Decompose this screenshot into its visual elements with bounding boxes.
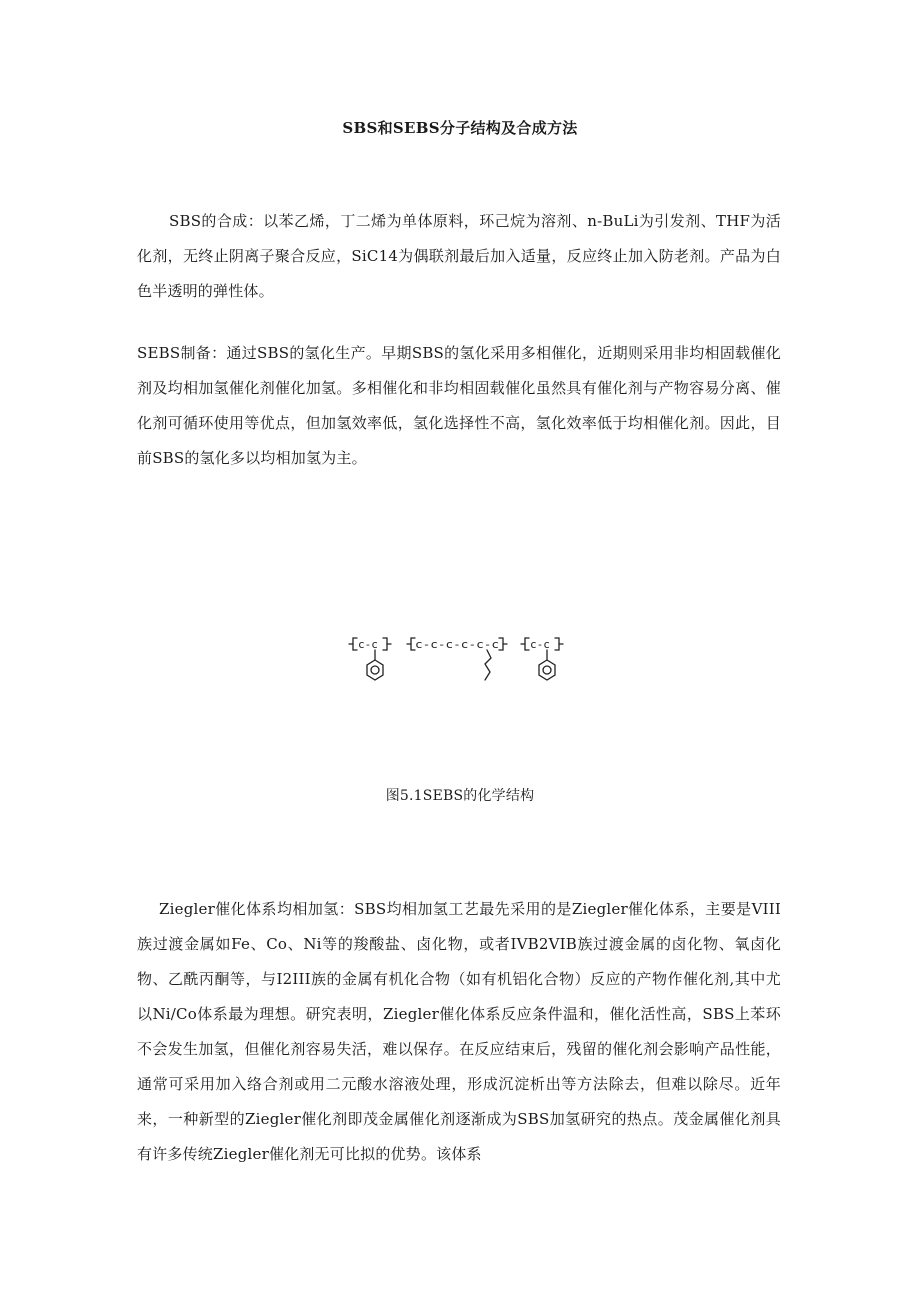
paragraph-sbs-synthesis: SBS的合成：以苯乙烯，丁二烯为单体原料，环己烷为溶剂、n-BuLi为引发剂、THF为活化剂，无终止阴离子聚合反应，SiC14为偶联剂最后加入适量，反应终止加入防老剂。产品为白色半透明的弹性体。 xyxy=(137,212,781,300)
sebs-structure-figure xyxy=(345,628,575,690)
paragraph-sebs-preparation: SEBS制备：通过SBS的氢化生产。早期SBS的氢化采用多相催化，近期则采用非均相固载催化剂及均相加氢催化剂催化加氢。多相催化和非均相固载催化虽然具有催化剂与产物容易分离、催化剂可循环使用等优点，但加氢效率低，氢化选择性不高，氢化效率低于均相催化剂。因此，目前SBS的氢化多以均相加氢为主。 xyxy=(137,344,781,467)
figure-caption: 图5.1SEBS的化学结构 xyxy=(385,788,535,804)
paragraph-ziegler-catalysis: Ziegler催化体系均相加氢：SBS均相加氢工艺最先采用的是Ziegler催化体系，主要是VIII族过渡金属如Fe、Co、Ni等的羧酸盐、卤化物，或者IVB2VIB族过渡金属的卤化物、氧卤化物、乙酰丙酮等，与I2III族的金属有机化合物（如有机铝化合物）反应的产物作催化剂,其中尤以Ni/Co体系最为理想。研究表明，Ziegler催化体系反应条件温和，催化活性高，SBS上苯环不会发生加氢，但催化剂容易失活，难以保存。在反应结束后，残留的催化剂会影响产品性能，通常可采用加入络合剂或用二元酸水溶液处理，形成沉淀析出等方法除去，但难以除尽。近年来，一种新型的Ziegler催化剂即茂金属催化剂逐渐成为SBS加氢研究的热点。茂金属催化剂具有许多传统Ziegler催化剂无可比拟的优势。该体系 xyxy=(137,900,781,1163)
structure-label-styrene-right: c-c xyxy=(530,638,550,651)
structure-label-styrene-left: c-c xyxy=(358,638,378,651)
document-title: SBS和SEBS分子结构及合成方法 xyxy=(342,119,578,137)
structure-label-eb: c-c-c-c-c-c xyxy=(415,638,499,651)
benzene-ring-left xyxy=(367,660,383,680)
ethyl-branch xyxy=(485,650,491,680)
benzene-ring-right xyxy=(539,660,555,680)
